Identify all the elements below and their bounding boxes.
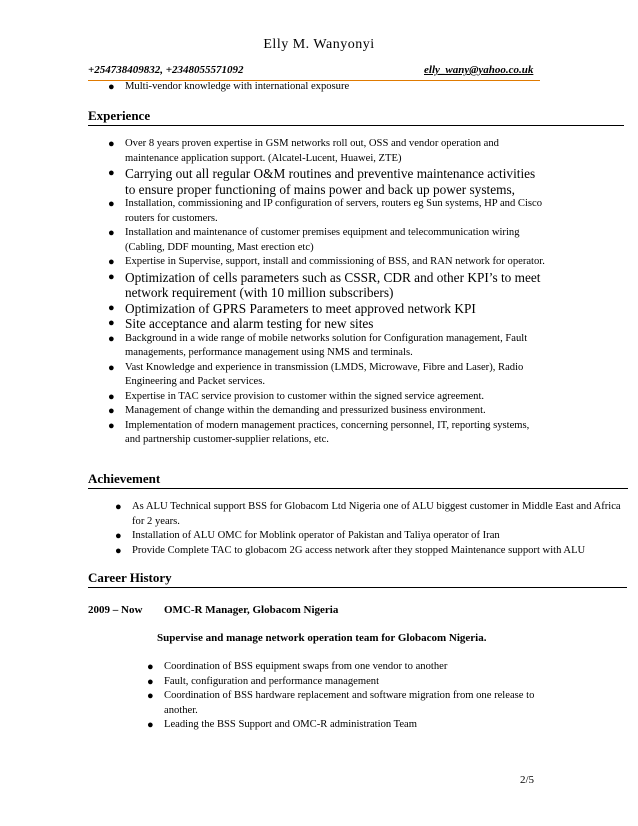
list-item-text: Coordination of BSS equipment swaps from one vendor to another <box>164 661 448 672</box>
list-item <box>108 332 545 361</box>
experience-list <box>108 137 545 448</box>
bullet-icon: ● <box>108 405 115 417</box>
bullet-icon: ● <box>115 530 122 542</box>
role-summary: Supervise and manage network operation team for Globacom Nigeria. <box>157 632 487 644</box>
bullet-icon: ● <box>108 301 115 314</box>
list-item <box>147 675 564 690</box>
list-item <box>108 226 545 255</box>
role-title: OMC-R Manager, Globacom Nigeria <box>164 604 339 616</box>
bullet-icon: ● <box>108 317 115 329</box>
list-item-text: Installation of ALU OMC for Moblink operator of Pakistan and Taliya operator of Iran <box>132 530 500 541</box>
list-item-text: Carrying out all regular O&M routines and preventive maintenance activities to ensure proper functioning of mains power and back up power systems, <box>125 166 536 197</box>
list-item-text: Implementation of modern management practices, concerning personnel, IT, reporting systems, and partnership customer-supplier relations, etc. <box>125 419 530 445</box>
list-item: ● Multi-vendor knowledge with international exposure <box>108 81 350 93</box>
list-item <box>147 660 564 675</box>
email-link[interactable]: elly_wany@yahoo.co.uk <box>424 64 534 76</box>
bullet-icon: ● <box>115 501 122 513</box>
list-item <box>147 689 564 718</box>
bullet-icon: ● <box>108 390 115 403</box>
list-item <box>108 361 545 390</box>
list-item-text: Coordination of BSS hardware replacement and software migration from one release to another. <box>164 690 535 716</box>
list-item-text: Leading the BSS Support and OMC-R administration Team <box>164 719 417 730</box>
list-item-text: Over 8 years proven expertise in GSM networks roll out, OSS and vendor operation and maintenance application support. (Alcatel-Lucent, Huawei, ZTE) <box>125 138 499 164</box>
intro-list <box>108 80 545 95</box>
candidate-name: Elly M. Wanyonyi <box>263 37 375 52</box>
list-item <box>108 300 545 317</box>
bullet-icon: ● <box>108 81 115 93</box>
list-item <box>108 137 545 166</box>
bullet-icon: ● <box>108 198 115 210</box>
list-item-text: As ALU Technical support BSS for Globacom Ltd Nigeria one of ALU biggest customer in Middle East and Africa for 2 years. <box>132 501 621 527</box>
list-item <box>115 529 627 544</box>
bullet-icon: ● <box>108 419 115 432</box>
career-heading: Career History <box>88 570 627 588</box>
list-item-text: Management of change within the demanding and pressurized business environment. <box>125 405 486 416</box>
bullet-icon: ● <box>108 138 115 150</box>
bullet-icon: ● <box>115 544 122 557</box>
bullet-icon: ● <box>147 675 154 688</box>
career-duties-list <box>147 660 564 733</box>
experience-heading: Experience <box>88 108 624 126</box>
list-item-text: Site acceptance and alarm testing for new sites <box>125 316 374 331</box>
list-item <box>108 419 545 448</box>
list-item-text: Fault, configuration and performance management <box>164 675 380 687</box>
list-item-text: Expertise in TAC service provision to customer within the signed service agreement. <box>125 390 485 402</box>
list-item-text: Expertise in Supervise, support, install and commissioning of BSS, and RAN network for operator. <box>125 256 545 267</box>
list-item-text: Vast Knowledge and experience in transmission (LMDS, Microwave, Fibre and Laser), Radio Engineering and Packet services. <box>125 361 524 387</box>
list-item <box>108 197 545 226</box>
bullet-icon: ● <box>147 719 154 731</box>
bullet-icon: ● <box>147 661 154 673</box>
bullet-icon: ● <box>108 167 115 179</box>
list-item <box>108 390 545 405</box>
bullet-icon: ● <box>108 332 115 345</box>
list-item <box>115 544 627 559</box>
list-item <box>108 255 545 270</box>
bullet-icon: ● <box>108 256 115 268</box>
list-item <box>147 718 564 733</box>
phone-numbers: +254738409832, +2348055571092 <box>88 64 244 76</box>
bullet-icon: ● <box>108 270 115 283</box>
bullet-icon: ● <box>108 227 115 239</box>
list-item-text: Optimization of cells parameters such as CSSR, CDR and other KPI’s to meet network requirement (with 10 million subscribers) <box>125 269 541 300</box>
achievement-list <box>115 500 627 558</box>
role-date: 2009 – Now <box>88 604 143 616</box>
list-item-text: Installation and maintenance of customer premises equipment and telecommunication wiring (Cabling, DDF mounting, Mast erection etc) <box>125 227 520 253</box>
list-item-text: Background in a wide range of mobile networks solution for Configuration management, Fault managements, performance management using NMS and terminals. <box>125 332 528 358</box>
bullet-icon: ● <box>108 361 115 374</box>
list-item <box>108 269 545 301</box>
list-item <box>108 316 545 332</box>
list-item-text: Optimization of GPRS Parameters to meet approved network KPI <box>125 300 476 316</box>
list-item-text: Provide Complete TAC to globacom 2G access network after they stopped Maintenance support with ALU <box>132 544 586 556</box>
page-number: 2/5 <box>520 774 535 786</box>
list-item <box>108 404 545 419</box>
list-item <box>108 166 545 197</box>
bullet-icon: ● <box>147 690 154 702</box>
list-item-text: Installation, commissioning and IP configuration of servers, routers eg Sun systems, HP and Cisco routers for customers. <box>125 198 543 224</box>
list-item <box>115 500 627 529</box>
achievement-heading: Achievement <box>88 471 628 489</box>
